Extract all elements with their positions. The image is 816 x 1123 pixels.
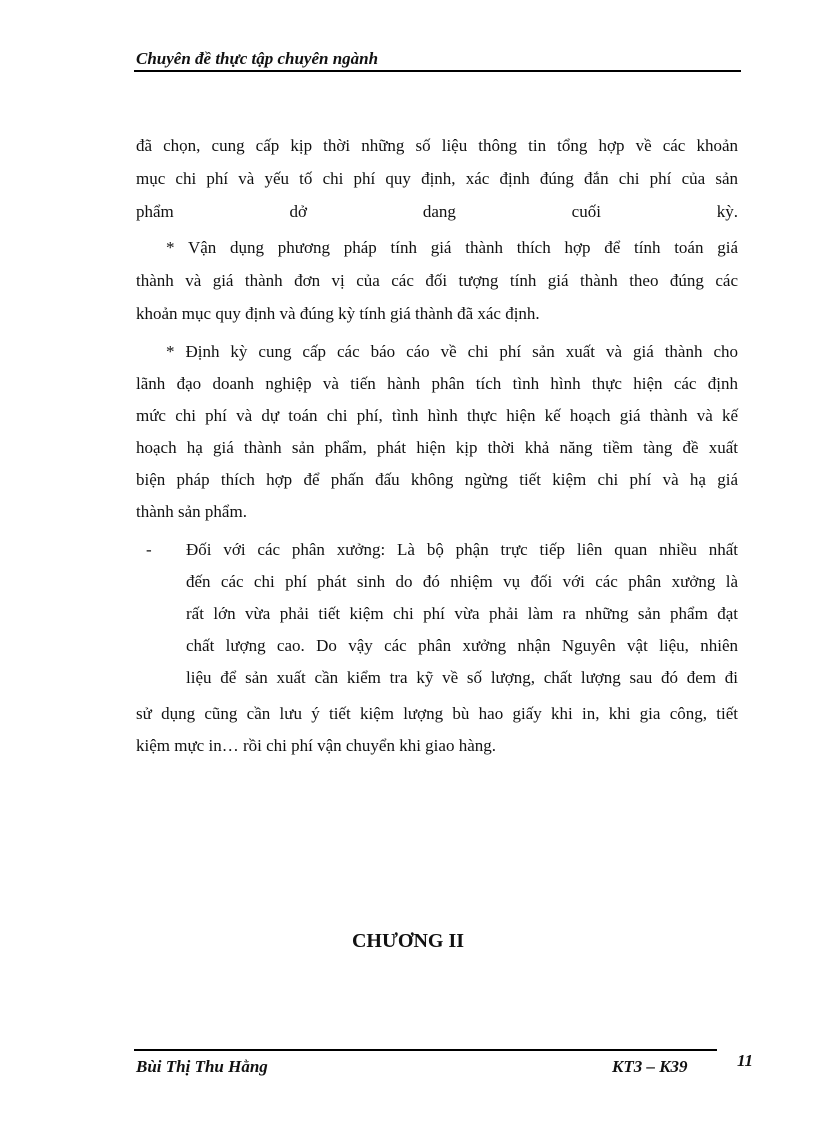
paragraph-line: thành sản phẩm. — [136, 502, 247, 521]
paragraph-line: kiệm mực in… rồi chi phí vận chuyển khi giao hàng. — [136, 736, 496, 755]
paragraph-line: * Vận dụng phương pháp tính giá thành thích hợp để tính toán giá — [166, 238, 738, 257]
paragraph-line: đã chọn, cung cấp kịp thời những số liệu thông tin tổng hợp về các khoản — [136, 136, 738, 155]
footer-rule — [134, 1049, 717, 1051]
paragraph-line: biện pháp thích hợp để phấn đấu không ngừng tiết kiệm chi phí và hạ giá — [136, 470, 738, 489]
paragraph-line: rất lớn vừa phải tiết kiệm chi phí vừa phải làm ra những sản phẩm đạt — [186, 604, 738, 623]
paragraph-line: khoản mục quy định và đúng kỳ tính giá thành đã xác định. — [136, 304, 540, 323]
paragraph-line: lãnh đạo doanh nghiệp và tiến hành phân tích tình hình thực hiện các định — [136, 374, 738, 393]
paragraph-line: đến các chi phí phát sinh do đó nhiệm vụ đối với các phân xưởng là — [186, 572, 738, 591]
paragraph-line: chất lượng cao. Do vậy các phân xưởng nhận Nguyên vật liệu, nhiên — [186, 636, 738, 655]
chapter-heading: CHƯƠNG II — [351, 930, 465, 952]
paragraph-line: Đối với các phân xưởng: Là bộ phận trực tiếp liên quan nhiều nhất — [186, 540, 738, 559]
paragraph-line: thành và giá thành đơn vị của các đối tượng tính giá thành theo đúng các — [136, 271, 738, 290]
paragraph-line: liệu để sản xuất cần kiểm tra kỹ về số lượng, chất lượng sau đó đem đi — [186, 668, 738, 687]
running-header-title: Chuyên đề thực tập chuyên ngành — [136, 49, 379, 68]
paragraph-line: hoạch hạ giá thành sản phẩm, phát hiện kịp thời khả năng tiềm tàng đề xuất — [136, 438, 738, 457]
footer-author: Bùi Thị Thu Hằng — [136, 1057, 268, 1076]
list-bullet: - — [146, 540, 152, 559]
header-rule — [134, 70, 741, 72]
footer-class-code: KT3 – K39 — [612, 1057, 688, 1076]
paragraph-line: mục chi phí và yếu tố chi phí quy định, xác định đúng đắn chi phí của sản — [136, 169, 738, 188]
page-number: 11 — [737, 1051, 754, 1070]
paragraph-line: * Định kỳ cung cấp các báo cáo về chi phí sản xuất và giá thành cho — [166, 342, 738, 361]
paragraph-line: sử dụng cũng cần lưu ý tiết kiệm lượng bù hao giấy khi in, khi gia công, tiết — [136, 704, 738, 723]
paragraph-line: phẩm dở dang cuối kỳ. — [136, 202, 738, 221]
paragraph-line: mức chi phí và dự toán chi phí, tình hình thực hiện kế hoạch giá thành và kế — [136, 406, 738, 425]
